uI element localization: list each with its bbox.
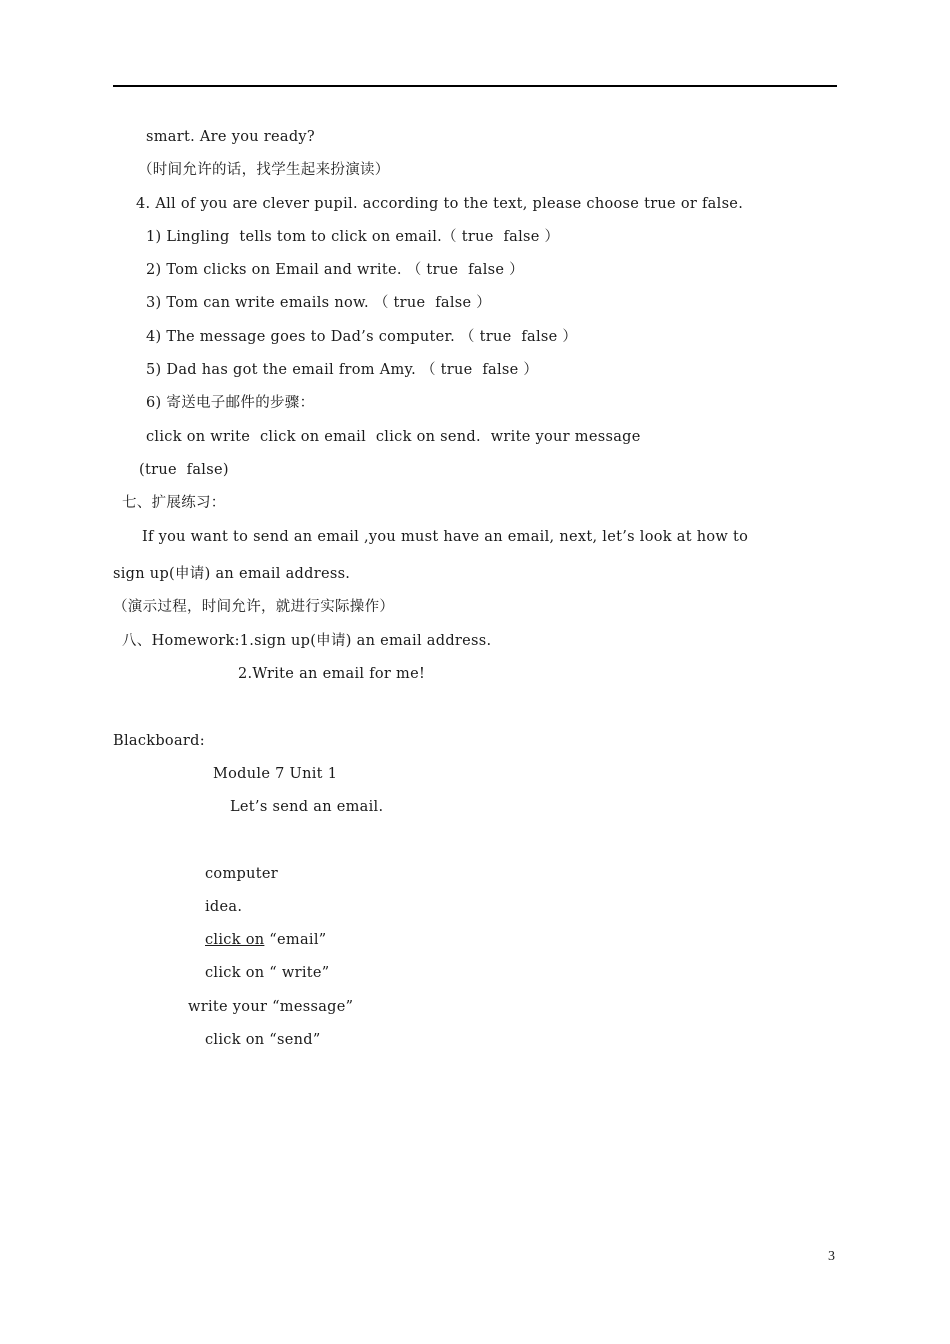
- question-item: 3) Tom can write emails now. （ true false ）: [146, 295, 492, 311]
- blackboard-item: [205, 931, 326, 949]
- text-line: If you want to send an email ,you must have an email, next, let’s look at how to: [142, 529, 749, 545]
- blackboard-item: write your “message”: [188, 999, 354, 1015]
- section-heading: 七、扩展练习：: [122, 495, 226, 511]
- text-span: “email”: [264, 932, 327, 948]
- text-line: （时间允许的话，找学生起来扮演读）: [138, 162, 390, 178]
- text-line: click on write click on email click on send. write your message: [146, 429, 641, 445]
- blackboard-item: click on “ write”: [205, 965, 330, 981]
- text-line: （演示过程，时间允许，就进行实际操作）: [113, 599, 395, 615]
- blackboard-subtitle: Let’s send an email.: [230, 799, 384, 815]
- question-item: 4) The message goes to Dad’s computer. （ true false ）: [146, 329, 578, 345]
- question-item: 1) Lingling tells tom to click on email.（ true false ）: [146, 229, 560, 245]
- blackboard-title: Module 7 Unit 1: [213, 766, 338, 782]
- header-rule: [113, 85, 837, 87]
- question-item: 6) 寄送电子邮件的步骤：: [146, 395, 315, 411]
- text-line: sign up(申请) an email address.: [113, 566, 351, 582]
- section-heading: 八、Homework:1.sign up(申请) an email address.: [122, 633, 492, 649]
- underlined-text: click on: [205, 932, 265, 948]
- question-item: 2) Tom clicks on Email and write. （ true false ）: [146, 262, 524, 278]
- text-line: (true false): [139, 462, 229, 478]
- blackboard-item: click on “send”: [205, 1032, 321, 1048]
- blackboard-item: computer: [205, 866, 278, 882]
- blackboard-label: Blackboard:: [113, 733, 205, 749]
- text-line: smart. Are you ready?: [146, 129, 315, 145]
- blackboard-item: idea.: [205, 899, 243, 915]
- question-item: 5) Dad has got the email from Amy. （ true false ）: [146, 362, 539, 378]
- page-number: 3: [828, 1249, 835, 1264]
- text-line: 2.Write an email for me!: [238, 666, 426, 682]
- question-heading: 4. All of you are clever pupil. according to the text, please choose true or false.: [136, 196, 744, 212]
